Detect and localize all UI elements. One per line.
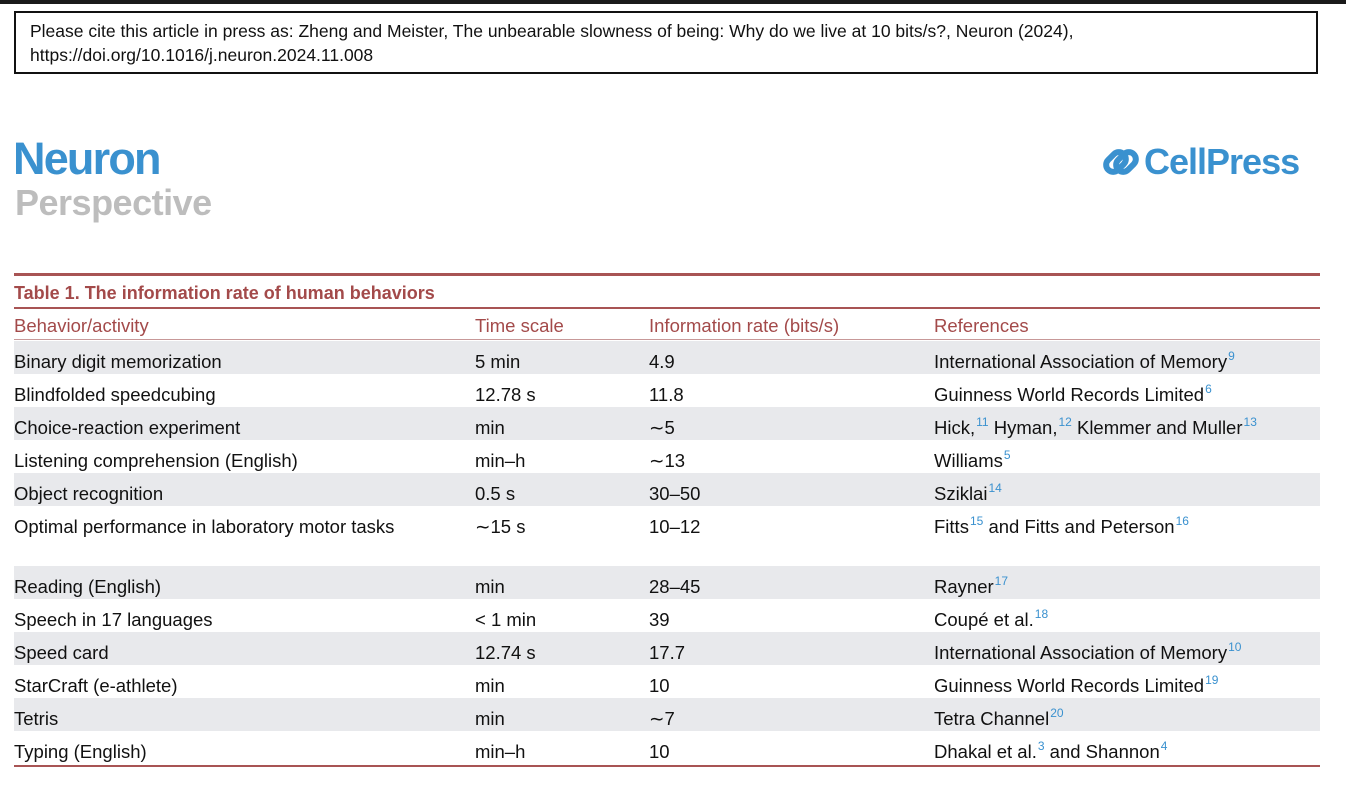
behavior-cell: Listening comprehension (English) xyxy=(14,450,298,471)
cellpress-link-icon xyxy=(1102,142,1140,182)
citation-text: Please cite this article in press as: Zheng and Meister, The unbearable slowness of being: Why do we live at 10 bits/s?, Neuron (2024), https://doi.org/10.1016/j.neuron.2024.11.008 xyxy=(30,21,1074,65)
time-scale-cell: min xyxy=(475,576,505,597)
reference-number-link[interactable]: 18 xyxy=(1034,607,1049,621)
reference-text: Coupé et al. xyxy=(934,609,1034,630)
table-row xyxy=(14,440,1320,473)
reference-number-link[interactable]: 4 xyxy=(1160,739,1168,753)
column-header-references: References xyxy=(934,315,1029,336)
time-scale-cell: ∼15 s xyxy=(475,516,526,537)
table-row xyxy=(14,506,1320,566)
reference-number-link[interactable]: 20 xyxy=(1050,706,1064,720)
information-rate-cell: 10 xyxy=(649,675,670,696)
references-cell xyxy=(934,348,1235,375)
information-rate-cell: 39 xyxy=(649,609,670,630)
citation-box xyxy=(14,11,1318,74)
reference-number-link[interactable]: 17 xyxy=(994,574,1008,588)
behavior-cell: Typing (English) xyxy=(14,741,147,762)
references-cell xyxy=(934,447,1011,474)
behavior-cell: Blindfolded speedcubing xyxy=(14,384,216,405)
column-header-information-rate: Information rate (bits/s) xyxy=(649,315,840,336)
information-rate-cell: 17.7 xyxy=(649,642,686,663)
table-row xyxy=(14,599,1320,632)
time-scale-cell: min–h xyxy=(475,450,526,471)
table-row xyxy=(14,665,1320,698)
information-rate-cell: 10 xyxy=(649,741,670,762)
reference-number-link[interactable]: 10 xyxy=(1228,640,1242,654)
reference-number-link[interactable]: 5 xyxy=(1003,448,1011,462)
behavior-cell: Tetris xyxy=(14,708,59,729)
table-row xyxy=(14,374,1320,407)
references-cell xyxy=(934,414,1257,441)
reference-text: Hick, xyxy=(934,417,976,438)
time-scale-cell: 0.5 s xyxy=(475,483,516,504)
table-bottom-rule xyxy=(14,765,1320,767)
information-rate-cell: ∼13 xyxy=(649,450,686,471)
behavior-cell: Speech in 17 languages xyxy=(14,609,213,630)
table-row xyxy=(14,632,1320,665)
reference-number-link[interactable]: 14 xyxy=(988,481,1002,495)
reference-text: Fitts xyxy=(934,516,969,537)
behavior-cell: Reading (English) xyxy=(14,576,162,597)
table-header-rule xyxy=(14,339,1320,340)
information-rate-cell: ∼5 xyxy=(649,417,675,438)
references-cell xyxy=(934,705,1064,732)
reference-number-link[interactable]: 9 xyxy=(1228,349,1235,363)
time-scale-cell: min xyxy=(475,708,505,729)
table-row xyxy=(14,566,1320,599)
reference-text: Klemmer and Muller xyxy=(1071,417,1243,438)
behavior-cell: Object recognition xyxy=(14,483,164,504)
information-rate-cell: ∼7 xyxy=(649,708,675,729)
reference-text: and Shannon xyxy=(1044,741,1160,762)
table-caption-rule xyxy=(14,307,1320,309)
references-cell xyxy=(934,381,1212,408)
reference-text: International Association of Memory xyxy=(934,351,1228,372)
information-rate-cell: 11.8 xyxy=(649,384,684,405)
reference-number-link[interactable]: 16 xyxy=(1175,514,1189,528)
reference-text: Guinness World Records Limited xyxy=(934,675,1205,696)
reference-text: Tetra Channel xyxy=(934,708,1050,729)
behavior-cell: StarCraft (e-athlete) xyxy=(14,675,178,696)
references-cell xyxy=(934,606,1048,633)
references-cell xyxy=(934,672,1218,699)
behavior-cell: Choice-reaction experiment xyxy=(14,417,241,438)
reference-text: and Fitts and Peterson xyxy=(983,516,1175,537)
references-cell xyxy=(934,738,1167,765)
references-cell xyxy=(934,513,1189,540)
time-scale-cell: 12.78 s xyxy=(475,384,536,405)
time-scale-cell: 12.74 s xyxy=(475,642,536,663)
reference-text: Rayner xyxy=(934,576,994,597)
information-rate-cell: 4.9 xyxy=(649,351,675,372)
table-top-rule xyxy=(14,273,1320,276)
reference-number-link[interactable]: 15 xyxy=(969,514,984,528)
behavior-cell: Binary digit memorization xyxy=(14,351,222,372)
references-cell xyxy=(934,573,1008,600)
reference-text: Dhakal et al. xyxy=(934,741,1037,762)
time-scale-cell: 5 min xyxy=(475,351,521,372)
time-scale-cell: < 1 min xyxy=(475,609,537,630)
table-caption: Table 1. The information rate of human behaviors xyxy=(14,283,435,303)
cellpress-logo xyxy=(1102,140,1299,184)
reference-text: Sziklai xyxy=(934,483,988,504)
time-scale-cell: min xyxy=(475,675,505,696)
reference-text: Guinness World Records Limited xyxy=(934,384,1205,405)
time-scale-cell: min xyxy=(475,417,505,438)
reference-text: International Association of Memory xyxy=(934,642,1228,663)
reference-number-link[interactable]: 6 xyxy=(1205,382,1212,396)
references-cell xyxy=(934,639,1241,666)
information-rate-cell: 28–45 xyxy=(649,576,701,597)
column-header-time-scale: Time scale xyxy=(475,315,564,336)
table-row xyxy=(14,473,1320,506)
reference-number-link[interactable]: 12 xyxy=(1058,415,1072,429)
top-border xyxy=(0,0,1346,4)
reference-number-link[interactable]: 3 xyxy=(1037,739,1045,753)
table-row xyxy=(14,731,1320,765)
reference-text: Hyman, xyxy=(988,417,1058,438)
table-row xyxy=(14,341,1320,374)
table-row xyxy=(14,407,1320,440)
publisher-name: CellPress xyxy=(1144,141,1300,182)
journal-title: Neuron xyxy=(13,133,160,184)
behavior-cell: Speed card xyxy=(14,642,109,663)
references-cell xyxy=(934,480,1002,507)
table-row xyxy=(14,698,1320,731)
information-rate-cell: 10–12 xyxy=(649,516,701,537)
article-type: Perspective xyxy=(15,182,212,223)
column-header-behavior: Behavior/activity xyxy=(14,315,149,336)
behavior-cell: Optimal performance in laboratory motor tasks xyxy=(14,516,395,537)
reference-text: Williams xyxy=(934,450,1003,471)
reference-number-link[interactable]: 13 xyxy=(1243,415,1257,429)
time-scale-cell: min–h xyxy=(475,741,526,762)
information-rate-cell: 30–50 xyxy=(649,483,701,504)
reference-number-link[interactable]: 11 xyxy=(976,415,989,429)
reference-number-link[interactable]: 19 xyxy=(1205,673,1219,687)
